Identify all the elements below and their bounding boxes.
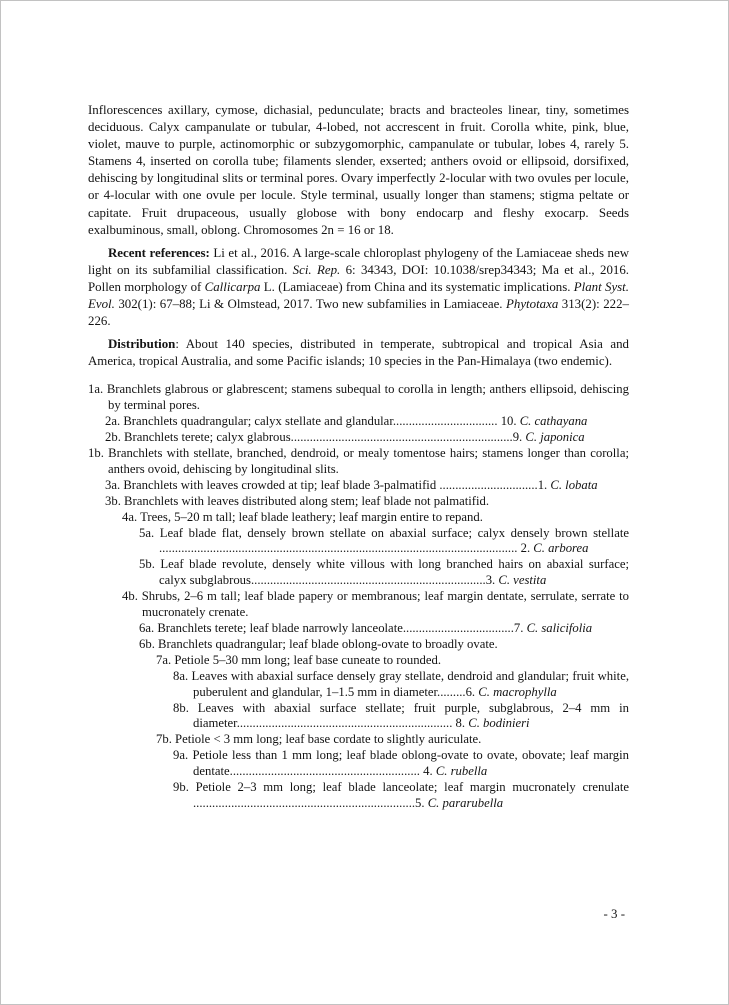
key-item-text: Shrubs, 2–6 m tall; leaf blade papery or membranous; leaf margin dentate, serrulate, serrate to mucronately crenate. xyxy=(137,589,629,620)
key-item-label: 1b. xyxy=(88,446,104,461)
leader-dots: ............................................................ xyxy=(229,764,420,779)
distribution-text: : About 140 species, distributed in temperate, subtropical and tropical Asia and America, tropical Australia, and some Pacific islands; 10 species in the Pan-Himalaya (two endemic). xyxy=(88,337,629,369)
key-item-text: Petiole 2–3 mm long; leaf blade lanceolate; leaf margin mucronately crenulate xyxy=(188,780,629,795)
key-item-text: Branchlets with stellate, branched, dendroid, or mealy tomentose hairs; stamens longer than corolla; anthers ovoid, dehiscing by longitudinal slits. xyxy=(103,446,629,476)
key-item-text: Branchlets terete; calyx glabrous xyxy=(120,430,291,445)
key-item-text: Petiole 5–30 mm long; leaf base cuneate to rounded. xyxy=(171,652,442,667)
key-item-label: 4b. xyxy=(122,589,138,604)
journal-name: Phytotaxa xyxy=(506,297,559,312)
key-item-1b xyxy=(88,446,629,478)
species-number: 6. xyxy=(465,684,479,699)
key-item-label: 7a. xyxy=(156,652,172,667)
key-item-3b xyxy=(105,494,629,510)
leader-dots: ................................. xyxy=(392,414,498,429)
key-item-label: 6a. xyxy=(139,621,155,635)
recent-references-run: L. (Lamiaceae) from China and its systematic implications. xyxy=(260,279,574,294)
leader-dots: ................................................................................................................. xyxy=(159,541,518,556)
leader-dots: ................................... xyxy=(402,621,514,635)
species-name: C. pararubella xyxy=(427,795,504,810)
recent-references-run: 6: 34343, DOI: 10.1038/srep34343; Ma et al., 2016. Pollen morphology of xyxy=(88,262,630,294)
key-item-text: Branchlets glabrous or glabrescent; stamens subequal to corolla in length; anthers ellipsoid, dehiscing by terminal pores. xyxy=(103,382,629,413)
key-item-label: 6b. xyxy=(139,636,155,651)
recent-references-run: Li et al., 2016. A large-scale chloroplast phylogeny of the Lamiaceae sheds new light on its subfamilial classification. xyxy=(88,245,629,277)
key-item-text: Branchlets quadrangular; calyx stellate and glandular xyxy=(120,414,393,429)
key-item-text: Branchlets terete; leaf blade narrowly lanceolate xyxy=(154,621,403,635)
distribution-paragraph xyxy=(88,336,629,370)
leader-dots: .................................................................... xyxy=(236,716,453,731)
key-item-text: Branchlets with leaves crowded at tip; leaf blade 3-palmatifid xyxy=(120,477,440,492)
key-item-label: 3a. xyxy=(105,477,121,492)
key-item-text: Leaf blade flat, densely brown stellate on abaxial surface; calyx densely brown stellate xyxy=(154,525,629,540)
key-item-9b xyxy=(173,780,629,812)
species-name: C. bodinieri xyxy=(468,716,530,731)
key-item-label: 9a. xyxy=(173,748,189,763)
leader-dots: ...................................................................... xyxy=(193,795,416,810)
page-number: - 3 - xyxy=(603,907,625,921)
key-item-label: 5b. xyxy=(139,557,155,572)
species-name: C. cathayana xyxy=(519,414,588,429)
species-name: C. japonica xyxy=(525,430,585,445)
leader-dots: ...................................................................... xyxy=(290,430,513,445)
species-number: 7. xyxy=(513,621,527,635)
genus-name: Callicarpa xyxy=(204,279,261,294)
species-number: 10. xyxy=(497,414,520,429)
recent-references-run: 313(2): 222–226. xyxy=(88,297,629,329)
journal-name: Sci. Rep. xyxy=(292,262,341,277)
key-item-text: Leaf blade revolute, densely white villous with long branched hairs on abaxial surface; calyx subglabrous xyxy=(154,557,629,588)
species-number: 1. xyxy=(537,477,551,492)
key-item-text: Leaves with abaxial surface densely gray stellate, dendroid and glandular; fruit white, puberulent and glandular, 1–1.5 mm in diameter xyxy=(188,668,629,699)
key-item-6a xyxy=(139,621,629,637)
key-item-7b xyxy=(156,732,629,748)
key-item-4a xyxy=(122,510,629,526)
key-item-text: Petiole < 3 mm long; leaf base cordate to slightly auriculate. xyxy=(171,732,482,747)
key-item-text: Petiole less than 1 mm long; leaf blade oblong-ovate to ovate, obovate; leaf margin dentate xyxy=(188,748,629,779)
key-item-8b xyxy=(173,701,629,733)
key-item-label: 2b. xyxy=(105,430,121,445)
key-item-label: 9b. xyxy=(173,780,189,795)
taxon-description-paragraph xyxy=(88,102,629,239)
recent-references-run: 302(1): 67–88; Li & Olmstead, 2017. Two new subfamilies in Lamiaceae. xyxy=(114,297,507,312)
key-item-label: 3b. xyxy=(105,493,121,508)
species-name: C. macrophylla xyxy=(478,684,557,699)
species-name: C. arborea xyxy=(533,541,589,556)
recent-references-paragraph xyxy=(88,245,629,330)
key-item-3a xyxy=(105,478,629,494)
key-item-5a xyxy=(139,526,629,558)
key-item-label: 5a. xyxy=(139,525,155,540)
species-name: C. lobata xyxy=(550,477,598,492)
key-item-2a xyxy=(105,414,629,430)
distribution-label: Distribution xyxy=(108,337,176,352)
key-item-5b xyxy=(139,557,629,589)
species-name: C. rubella xyxy=(435,764,488,779)
key-item-1a xyxy=(88,382,629,414)
key-item-label: 1a. xyxy=(88,382,104,397)
key-item-7a xyxy=(156,653,629,669)
key-item-text: Trees, 5–20 m tall; leaf blade leathery; leaf margin entire to repand. xyxy=(137,509,483,524)
key-item-label: 4a. xyxy=(122,509,138,524)
leader-dots: ......... xyxy=(437,684,466,699)
key-item-6b xyxy=(139,637,629,653)
species-name: C. salicifolia xyxy=(526,621,593,635)
species-number: 2. xyxy=(517,541,534,556)
key-item-9a xyxy=(173,748,629,780)
key-item-text: Branchlets with leaves distributed along stem; leaf blade not palmatifid. xyxy=(120,493,490,508)
key-item-label: 8a. xyxy=(173,668,189,683)
key-item-8a xyxy=(173,669,629,701)
key-item-label: 2a. xyxy=(105,414,121,429)
taxon-description-text: Inflorescences axillary, cymose, dichasial, pedunculate; bracts and bracteoles linear, tiny, sometimes deciduous. Calyx campanulate or tubular, 4-lobed, not accrescent in fruit. Corolla white, pink, blue, violet, mauve to purple, actinomorphic or subzygomorphic, campanulate or tubular, lobes 4, rarely 5. Stamens 4, inserted on corolla tube; filaments slender, exserted; anthers ovoid or ellipsoid, dorsifixed, dehiscing by longitudinal slits or terminal pores. Ovary imperfectly 2-locular with two ovules per locule, or 4-locular with one ovule per locule. Style terminal, usually longer than stamens; stigma peltate or capitate. Fruit drupaceous, usually globose with bony endocarp and fleshy exocarp. Seeds exalbuminous, small, oblong. Chromosomes 2n = 16 or 18. xyxy=(88,103,629,237)
key-item-label: 8b. xyxy=(173,700,189,715)
leader-dots: .......................................................................... xyxy=(250,573,486,588)
species-number: 4. xyxy=(419,764,436,779)
key-item-text: Branchlets quadrangular; leaf blade oblong-ovate to broadly ovate. xyxy=(154,636,498,651)
key-item-text: Leaves with abaxial surface stellate; fruit purple, subglabrous, 2–4 mm in diameter xyxy=(188,700,629,731)
species-number: 5. xyxy=(415,795,428,810)
species-number: 3. xyxy=(485,573,499,588)
key-item-4b xyxy=(122,589,629,621)
journal-name: Plant Syst. Evol. xyxy=(88,279,629,312)
key-item-2b xyxy=(105,430,629,446)
species-number: 8. xyxy=(452,716,469,731)
key-item-label: 7b. xyxy=(156,732,172,747)
leader-dots: ............................... xyxy=(439,477,538,492)
species-number: 9. xyxy=(512,430,526,445)
recent-references-label: Recent references: xyxy=(108,245,210,260)
species-name: C. vestita xyxy=(498,573,547,588)
dichotomous-key xyxy=(88,382,629,811)
